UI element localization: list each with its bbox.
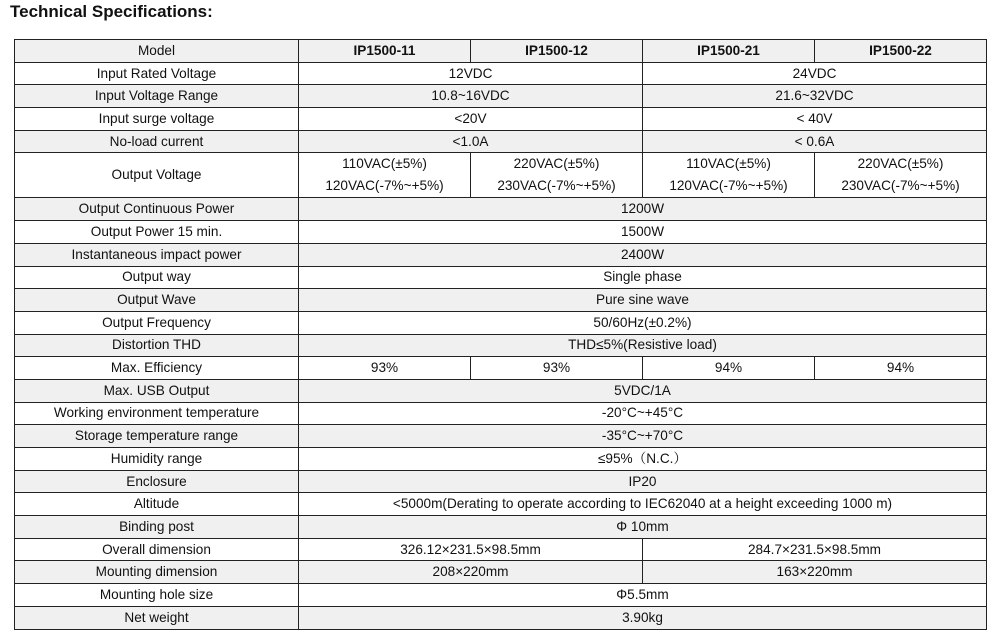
table-row (15, 493, 987, 516)
row-value: < 0.6A (643, 130, 987, 153)
row-value: 10.8~16VDC (299, 85, 643, 108)
table-row (15, 62, 987, 85)
table-row (15, 448, 987, 471)
table-row (15, 243, 987, 266)
row-value: 3.90kg (299, 606, 987, 629)
row-value: 12VDC (299, 62, 643, 85)
row-label: Altitude (15, 493, 299, 516)
row-value: 1200W (299, 198, 987, 221)
row-value: -35°C~+70°C (299, 425, 987, 448)
row-label: Binding post (15, 516, 299, 539)
value-line: 120VAC(-7%~+5%) (325, 178, 444, 194)
table-row (15, 425, 987, 448)
table-row (15, 289, 987, 312)
row-value: 24VDC (643, 62, 987, 85)
value-line: 220VAC(±5%) (513, 156, 600, 172)
row-label: Net weight (15, 606, 299, 629)
row-value: 93% (299, 357, 471, 380)
row-value: 21.6~32VDC (643, 85, 987, 108)
row-value: 94% (815, 357, 987, 380)
page-title: Technical Specifications: (10, 2, 213, 21)
row-value: 1500W (299, 221, 987, 244)
table-row (15, 334, 987, 357)
table-row (15, 516, 987, 539)
row-label: Humidity range (15, 448, 299, 471)
model-header: IP1500-11 (299, 40, 471, 63)
row-label: Instantaneous impact power (15, 243, 299, 266)
row-value: Φ5.5mm (299, 584, 987, 607)
model-header: IP1500-22 (815, 40, 987, 63)
row-label: Output Power 15 min. (15, 221, 299, 244)
row-value (643, 153, 815, 198)
table-row (15, 198, 987, 221)
table-row (15, 85, 987, 108)
table-row (15, 538, 987, 561)
table-row-model (15, 40, 987, 63)
row-label: Mounting hole size (15, 584, 299, 607)
table-row (15, 221, 987, 244)
table-row (15, 402, 987, 425)
row-value: Pure sine wave (299, 289, 987, 312)
row-label: Max. Efficiency (15, 357, 299, 380)
value-line: 110VAC(±5%) (342, 156, 427, 172)
row-value: 5VDC/1A (299, 379, 987, 402)
row-label: Enclosure (15, 470, 299, 493)
table-row (15, 379, 987, 402)
row-value: ≤95%（N.C.） (299, 448, 987, 471)
row-label: No-load current (15, 130, 299, 153)
table-row (15, 130, 987, 153)
row-value: 2400W (299, 243, 987, 266)
row-label: Output Frequency (15, 311, 299, 334)
row-value: 93% (471, 357, 643, 380)
row-value: Φ 10mm (299, 516, 987, 539)
value-line: 120VAC(-7%~+5%) (669, 178, 788, 194)
row-label: Overall dimension (15, 538, 299, 561)
row-label: Working environment temperature (15, 402, 299, 425)
row-value: 94% (643, 357, 815, 380)
row-value: 163×220mm (643, 561, 987, 584)
row-value: <20V (299, 108, 643, 131)
row-value (471, 153, 643, 198)
row-label: Input surge voltage (15, 108, 299, 131)
row-label: Mounting dimension (15, 561, 299, 584)
row-label: Output Voltage (15, 153, 299, 198)
row-label: Output Wave (15, 289, 299, 312)
spec-table (14, 39, 987, 630)
row-value: 208×220mm (299, 561, 643, 584)
table-row (15, 266, 987, 289)
row-value: -20°C~+45°C (299, 402, 987, 425)
row-label: Input Voltage Range (15, 85, 299, 108)
table-row (15, 470, 987, 493)
row-value: 326.12×231.5×98.5mm (299, 538, 643, 561)
row-label: Input Rated Voltage (15, 62, 299, 85)
row-value: 50/60Hz(±0.2%) (299, 311, 987, 334)
table-row (15, 311, 987, 334)
table-row (15, 153, 987, 198)
value-line: 220VAC(±5%) (857, 156, 944, 172)
row-label: Output Continuous Power (15, 198, 299, 221)
row-value: IP20 (299, 470, 987, 493)
row-value: 284.7×231.5×98.5mm (643, 538, 987, 561)
row-label: Max. USB Output (15, 379, 299, 402)
model-header: IP1500-21 (643, 40, 815, 63)
table-row (15, 584, 987, 607)
value-line: 230VAC(-7%~+5%) (497, 178, 616, 194)
value-line: 230VAC(-7%~+5%) (841, 178, 960, 194)
table-row (15, 561, 987, 584)
row-value: Single phase (299, 266, 987, 289)
model-header: IP1500-12 (471, 40, 643, 63)
table-row (15, 606, 987, 629)
row-value: <5000m(Derating to operate according to IEC62040 at a height exceeding 1000 m) (299, 493, 987, 516)
row-value (299, 153, 471, 198)
row-value: < 40V (643, 108, 987, 131)
row-label: Storage temperature range (15, 425, 299, 448)
row-value (815, 153, 987, 198)
table-row (15, 108, 987, 131)
row-value: <1.0A (299, 130, 643, 153)
value-line: 110VAC(±5%) (686, 156, 771, 172)
row-label: Output way (15, 266, 299, 289)
table-row (15, 357, 987, 380)
row-label: Distortion THD (15, 334, 299, 357)
row-label: Model (15, 40, 299, 63)
row-value: THD≤5%(Resistive load) (299, 334, 987, 357)
